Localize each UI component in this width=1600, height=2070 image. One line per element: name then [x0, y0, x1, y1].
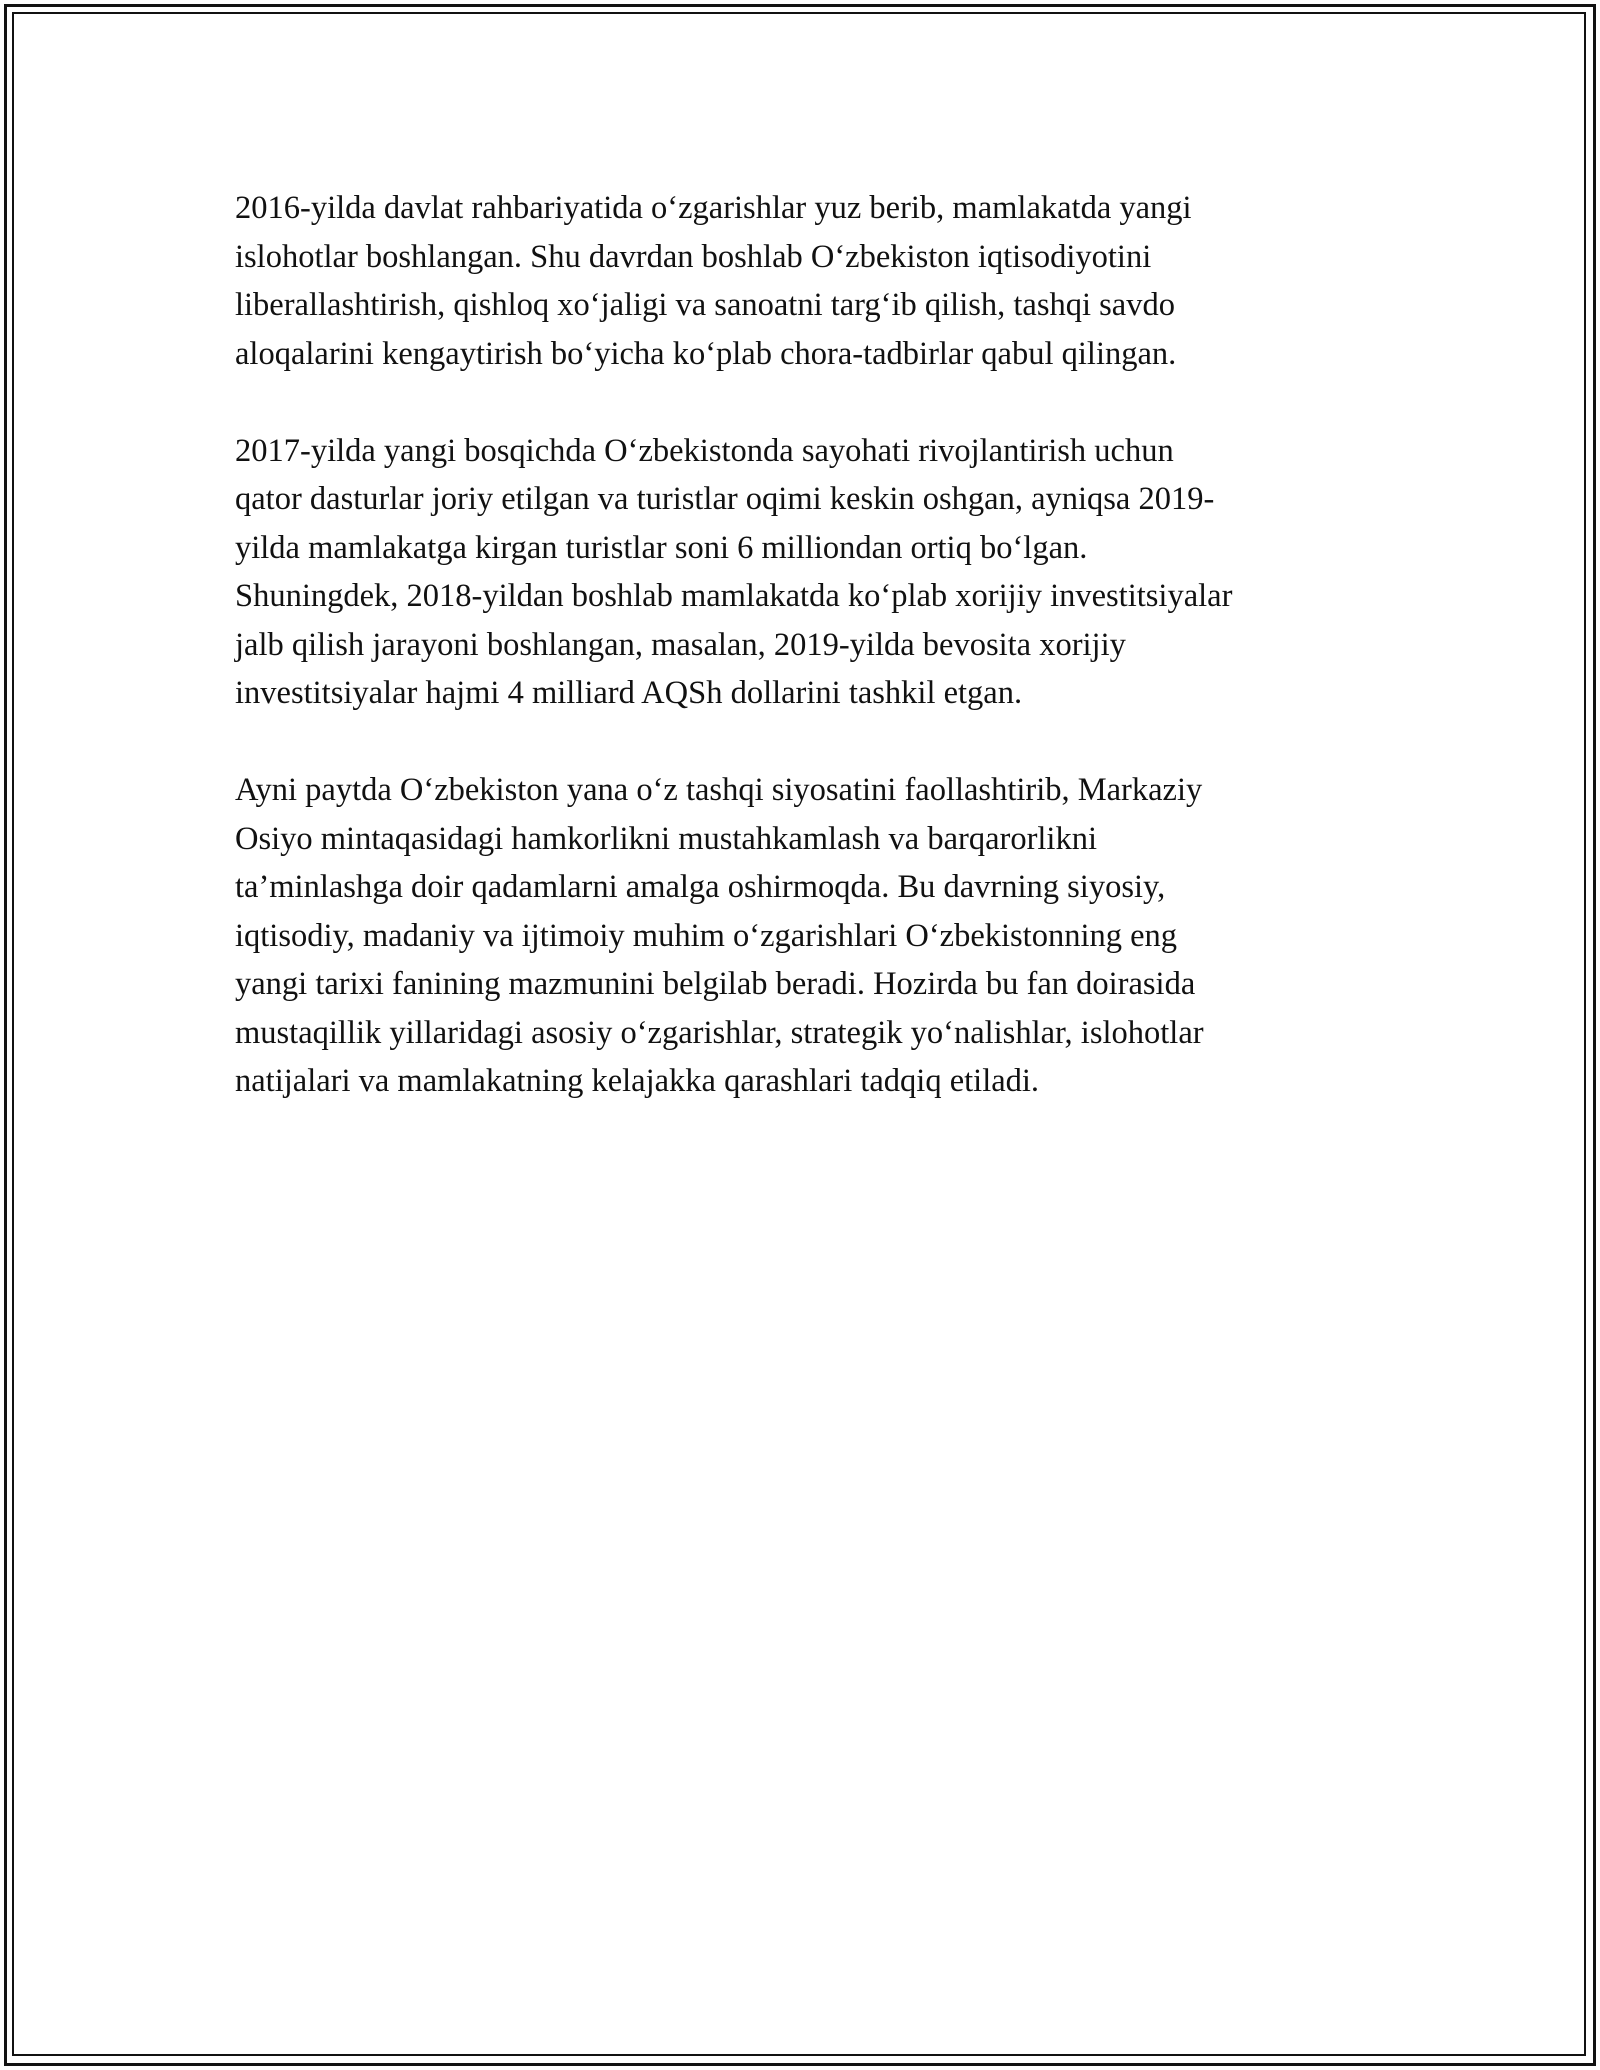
paragraph-1: 2016-yilda davlat rahbariyatida o‘zgarishlar yuz berib, mamlakatda yangi islohotlar boshlangan. Shu davrdan boshlab O‘zbekiston iqtisodiyotini liberallashtirish, qishloq xo‘jaligi va sanoatni targ‘ib qilish, tashqi savdo aloqalarini kengaytirish bo‘yicha ko‘plab chora-tadbirlar qabul qilingan. — [235, 190, 1192, 372]
paragraph-3: Ayni paytda O‘zbekiston yana o‘z tashqi siyosatini faollashtirib, Markaziy Osiyo mintaqasidagi hamkorlikni mustahkamlash va barqarorlikni ta’minlashga doir qadamlarni amalga oshirmoqda. Bu davrning siyosiy, iqtisodiy, madaniy va ijtimoiy muhim o‘zgarishlari O‘zbekistonning eng yangi tarixi fanining mazmunini belgilab beradi. Hozirda bu fan doirasida mustaqillik yillaridagi asosiy o‘zgarishlar, strategik yo‘nalishlar, islohotlar natijalari va mamlakatning kelajakka qarashlari tadqiq etiladi. — [235, 772, 1204, 1099]
document-body — [235, 184, 1385, 1154]
paragraph-2: 2017-yilda yangi bosqichda O‘zbekistonda sayohati rivojlantirish uchun qator dasturlar joriy etilgan va turistlar oqimi keskin oshgan, ayniqsa 2019- yilda mamlakatga kirgan turistlar soni 6 milliondan ortiq bo‘lgan. Shuningdek, 2018-yildan boshlab mamlakatda ko‘plab xorijiy investitsiyalar jalb qilish jarayoni boshlangan, masalan, 2019-yilda bevosita xorijiy investitsiyalar hajmi 4 milliard AQSh dollarini tashkil etgan. — [235, 432, 1233, 711]
